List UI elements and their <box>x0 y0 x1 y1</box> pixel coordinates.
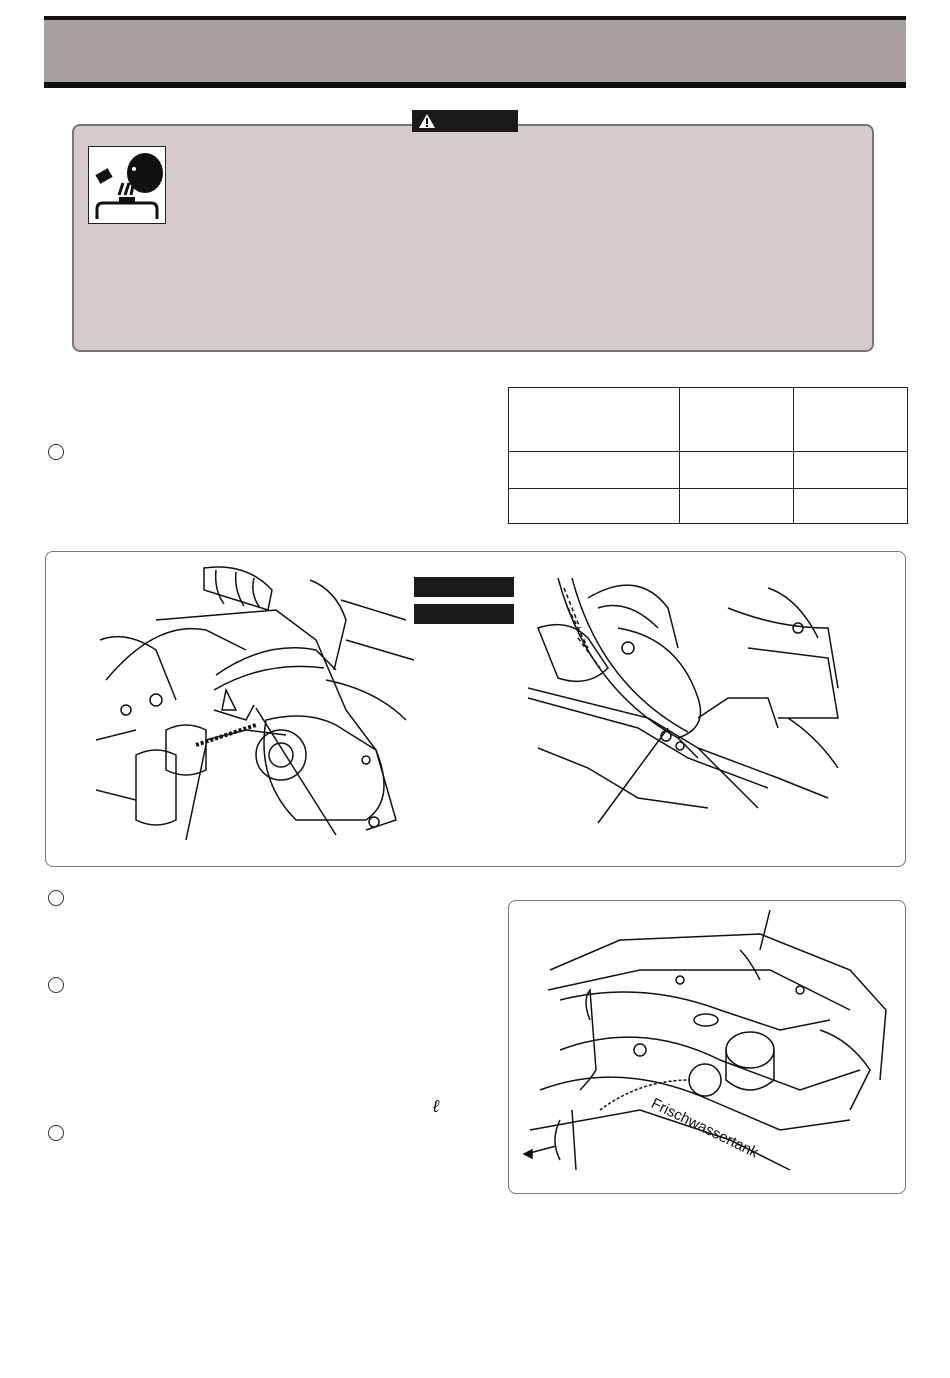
spec-cell <box>680 388 794 452</box>
spec-cell <box>509 489 680 524</box>
engine-drain-illustration-right <box>528 568 846 828</box>
spec-cell <box>680 489 794 524</box>
spec-cell <box>509 388 680 452</box>
warning-panel <box>72 124 874 352</box>
page-header-band <box>44 20 906 82</box>
step-marker-1 <box>48 444 64 460</box>
spec-cell <box>794 388 908 452</box>
fresh-water-tank-label: Frischwassertank <box>648 1095 761 1162</box>
step-marker-3 <box>48 977 64 993</box>
spec-cell <box>680 452 794 489</box>
figure-tag-1 <box>414 577 514 597</box>
spec-cell <box>794 452 908 489</box>
step-marker-2 <box>48 890 64 906</box>
engine-drain-illustration-left <box>96 560 416 845</box>
warning-triangle-icon <box>418 113 436 129</box>
figure-tag-2 <box>414 604 514 624</box>
liter-unit-glyph: ℓ <box>432 1096 440 1117</box>
spec-cell <box>509 452 680 489</box>
spec-table <box>508 387 908 524</box>
step-marker-4 <box>48 1125 64 1141</box>
hot-coolant-hazard-icon <box>88 146 166 224</box>
spec-cell <box>794 489 908 524</box>
header-bottom-rule <box>44 82 906 88</box>
